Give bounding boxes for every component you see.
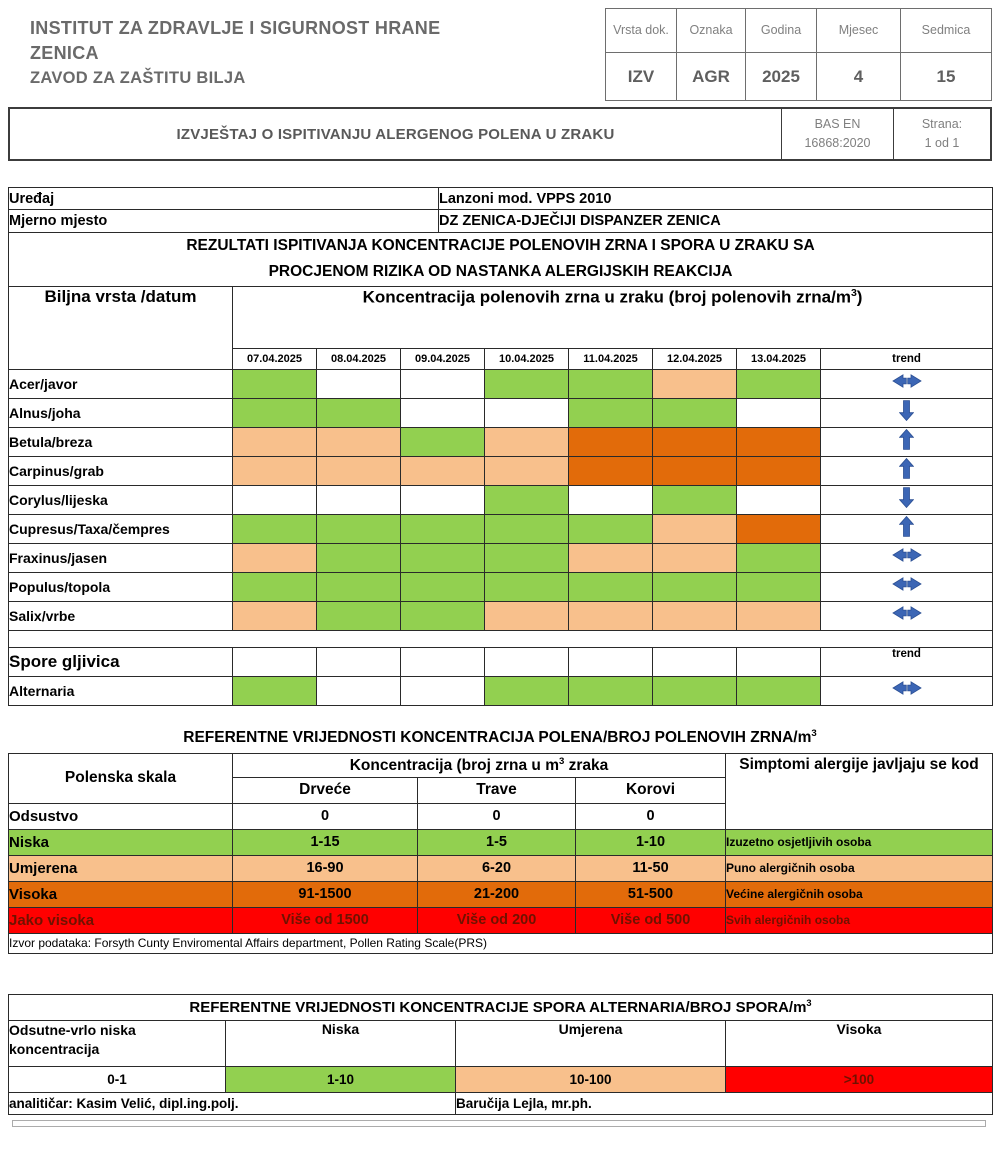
concentration-cell [233, 601, 317, 630]
date-header: 09.04.2025 [401, 348, 485, 369]
concentration-cell [737, 514, 821, 543]
rp-range-value: Više od 200 [418, 907, 576, 933]
pollen-row [9, 369, 993, 398]
concentration-cell [485, 456, 569, 485]
concentration-cell [653, 427, 737, 456]
concentration-cell [569, 369, 653, 398]
spore-trend-header: trend [821, 647, 993, 676]
rp-range-value: 1-15 [233, 829, 418, 855]
doc-code-table [605, 8, 992, 101]
sp-header-umjerena: Umjerena [456, 1020, 726, 1066]
spore-section-label: Spore gljivica [9, 647, 233, 676]
concentration-cell [569, 514, 653, 543]
concentration-cell [233, 676, 317, 705]
concentration-cell [653, 514, 737, 543]
top-header [8, 8, 992, 101]
concentration-cell [401, 485, 485, 514]
concentration-cell [569, 427, 653, 456]
rp-range-value: Više od 500 [576, 907, 726, 933]
species-label: Cupresus/Taxa/čempres [9, 514, 233, 543]
rp-range-value: 1-10 [576, 829, 726, 855]
rp-symptom: Puno alergičnih osoba [726, 855, 993, 881]
species-label: Alternaria [9, 676, 233, 705]
concentration-cell [485, 485, 569, 514]
sp-header-row [9, 1020, 993, 1066]
page-number-cell [893, 109, 990, 159]
rp-scale-label: Visoka [9, 881, 233, 907]
doc-col-mjesec: Mjesec [817, 9, 901, 53]
concentration-cell [233, 398, 317, 427]
doc-val-oznaka: AGR [677, 53, 746, 101]
rp-scale-label: Niska [9, 829, 233, 855]
device-info-table [8, 187, 993, 232]
analyst-right: Baručija Lejla, mr.ph. [456, 1092, 993, 1114]
rp-source: Izvor podataka: Forsyth Cunty Enviromental Affairs department, Pollen Rating Scale(PRS) [9, 933, 993, 953]
concentration-cell [317, 456, 401, 485]
concentration-cell [233, 514, 317, 543]
concentration-cell [485, 543, 569, 572]
concentration-cell [401, 601, 485, 630]
pollen-row [9, 601, 993, 630]
results-header-row [9, 286, 993, 348]
sp-range-value: 1-10 [226, 1066, 456, 1092]
rp-range-value: 6-20 [418, 855, 576, 881]
date-header: 10.04.2025 [485, 348, 569, 369]
concentration-cell [653, 543, 737, 572]
species-label: Corylus/lijeska [9, 485, 233, 514]
concentration-cell [233, 485, 317, 514]
rp-range-value: 0 [418, 803, 576, 829]
date-header: 12.04.2025 [653, 348, 737, 369]
rp-range-value: 1-5 [418, 829, 576, 855]
rp-scale-label: Odsustvo [9, 803, 233, 829]
species-label: Salix/vrbe [9, 601, 233, 630]
concentration-cell [317, 398, 401, 427]
doc-col-oznaka: Oznaka [677, 9, 746, 53]
results-title-row [9, 232, 993, 286]
rp-header-row1 [9, 753, 993, 777]
concentration-cell [401, 427, 485, 456]
trend-both-icon [821, 543, 993, 572]
concentration-cell [317, 369, 401, 398]
pollen-row [9, 543, 993, 572]
species-label: Carpinus/grab [9, 456, 233, 485]
species-label: Betula/breza [9, 427, 233, 456]
rp-scale-row [9, 829, 993, 855]
concentration-cell [569, 398, 653, 427]
date-header: 13.04.2025 [737, 348, 821, 369]
concentration-cell [317, 514, 401, 543]
bottom-strip [12, 1120, 986, 1127]
sp-header-absent: Odsutne-vrlo niska koncentracija [9, 1020, 226, 1066]
rp-range-value: Više od 1500 [233, 907, 418, 933]
rp-range-value: 11-50 [576, 855, 726, 881]
concentration-cell [737, 676, 821, 705]
org-name-line2: ZENICA [30, 43, 99, 64]
concentration-cell [737, 427, 821, 456]
date-header: 11.04.2025 [569, 348, 653, 369]
concentration-cell [653, 456, 737, 485]
concentration-cell [737, 456, 821, 485]
sp-title-row [9, 994, 993, 1020]
concentration-cell [401, 514, 485, 543]
rp-scale-row [9, 855, 993, 881]
pollen-row [9, 456, 993, 485]
concentration-cell [401, 676, 485, 705]
reference-pollen-table [8, 753, 993, 954]
concentration-cell [485, 369, 569, 398]
site-value: DZ ZENICA-DJEČIJI DISPANZER ZENICA [439, 210, 993, 232]
report-title-bar [8, 107, 992, 161]
concentration-cell [569, 601, 653, 630]
sp-header-niska: Niska [226, 1020, 456, 1066]
device-label: Uređaj [9, 188, 439, 210]
rp-range-value: 0 [233, 803, 418, 829]
page-value: 1 od 1 [924, 136, 960, 150]
rp-symptom: Svih alergičnih osoba [726, 907, 993, 933]
org-name-line1: INSTITUT ZA ZDRAVLJE I SIGURNOST HRANE [30, 18, 441, 38]
concentration-cell [653, 572, 737, 601]
sp-title: REFERENTNE VRIJEDNOSTI KONCENTRACIJE SPORA ALTERNARIA/BROJ SPORA/$m^3$ [9, 994, 993, 1020]
concentration-cell [317, 543, 401, 572]
concentration-cell [569, 572, 653, 601]
concentration-cell [653, 601, 737, 630]
concentration-cell [485, 514, 569, 543]
date-header: 08.04.2025 [317, 348, 401, 369]
sp-header-visoka: Visoka [726, 1020, 993, 1066]
concentration-cell [653, 485, 737, 514]
org-department: ZAVOD ZA ZAŠTITU BILJA [30, 69, 246, 88]
pollen-row [9, 485, 993, 514]
rp-scale-header: Polenska skala [9, 753, 233, 803]
concentration-cell [233, 427, 317, 456]
rp-range-value: 16-90 [233, 855, 418, 881]
rp-subheader-drvece: Drveće [233, 777, 418, 803]
trend-down-icon [821, 485, 993, 514]
trend-column-header: trend [821, 348, 993, 369]
doc-col-vrsta: Vrsta dok. [606, 9, 677, 53]
pollen-row [9, 427, 993, 456]
rp-symptom: Većine alergičnih osoba [726, 881, 993, 907]
species-label: Populus/topola [9, 572, 233, 601]
rp-symptom: Izuzetno osjetljivih osoba [726, 829, 993, 855]
doc-val-godina: 2025 [746, 53, 817, 101]
trend-both-icon [821, 572, 993, 601]
concentration-cell [737, 543, 821, 572]
concentration-cell [233, 369, 317, 398]
pollen-row [9, 398, 993, 427]
sp-range-value: 10-100 [456, 1066, 726, 1092]
doc-col-sedmica: Sedmica [901, 9, 992, 53]
concentration-cell [401, 456, 485, 485]
concentration-cell [401, 398, 485, 427]
doc-val-sedmica: 15 [901, 53, 992, 101]
device-value: Lanzoni mod. VPPS 2010 [439, 188, 993, 210]
concentration-cell [485, 572, 569, 601]
rp-source-row [9, 933, 993, 953]
rp-symptoms-header: Simptomi alergije javljaju se kod [726, 753, 993, 829]
reference-pollen-title: REFERENTNE VRIJEDNOSTI KONCENTRACIJA POLENA/BROJ POLENOVIH ZRNA/$m^3$ [183, 727, 817, 746]
concentration-cell [485, 427, 569, 456]
concentration-cell [737, 601, 821, 630]
concentration-cell [569, 485, 653, 514]
concentration-cell [737, 485, 821, 514]
rp-concentration-header: Koncentracija (broj zrna u $m^3$ zraka [233, 753, 726, 777]
standard-cell [781, 109, 893, 159]
concentration-header: Koncentracija polenovih zrna u zraku (broj polenovih zrna/$m^3$) [233, 286, 993, 348]
rp-scale-label: Umjerena [9, 855, 233, 881]
concentration-cell [485, 676, 569, 705]
concentration-cell [317, 485, 401, 514]
concentration-cell [569, 543, 653, 572]
pollen-results-table [8, 232, 993, 706]
trend-both-icon [821, 601, 993, 630]
report-title: IZVJEŠTAJ O ISPITIVANJU ALERGENOG POLENA U ZRAKU [176, 125, 615, 143]
doc-val-vrsta: IZV [606, 53, 677, 101]
pollen-row [9, 676, 993, 705]
concentration-cell [569, 456, 653, 485]
site-label: Mjerno mjesto [9, 210, 439, 232]
standard-line2: 16868:2020 [804, 136, 871, 150]
concentration-cell [653, 398, 737, 427]
pollen-row [9, 514, 993, 543]
rp-subheader-trave: Trave [418, 777, 576, 803]
spore-section-header-row [9, 647, 993, 676]
concentration-cell [737, 369, 821, 398]
sp-analyst-row [9, 1092, 993, 1114]
sp-range-value: 0-1 [9, 1066, 226, 1092]
rp-range-value: 21-200 [418, 881, 576, 907]
rp-range-value: 0 [576, 803, 726, 829]
rp-scale-row [9, 907, 993, 933]
concentration-cell [737, 572, 821, 601]
analyst-left: analitičar: Kasim Velić, dipl.ing.polj. [9, 1092, 456, 1114]
spacer-row [9, 630, 993, 647]
trend-both-icon [821, 369, 993, 398]
reference-spores-table [8, 994, 993, 1115]
concentration-cell [653, 369, 737, 398]
rp-range-value: 91-1500 [233, 881, 418, 907]
date-header: 07.04.2025 [233, 348, 317, 369]
results-title: REZULTATI ISPITIVANJA KONCENTRACIJE POLENOVIH ZRNA I SPORA U ZRAKU SA PROCJENOM RIZIKA OD NASTANKA ALERGIJSKIH REAKCIJA [9, 232, 993, 286]
rp-subheader-korovi: Korovi [576, 777, 726, 803]
species-label: Fraxinus/jasen [9, 543, 233, 572]
concentration-cell [653, 676, 737, 705]
concentration-cell [401, 543, 485, 572]
concentration-cell [233, 543, 317, 572]
concentration-cell [317, 601, 401, 630]
sp-values-row [9, 1066, 993, 1092]
trend-both-icon [821, 676, 993, 705]
trend-down-icon [821, 398, 993, 427]
concentration-cell [401, 572, 485, 601]
rp-range-value: 51-500 [576, 881, 726, 907]
doc-col-godina: Godina [746, 9, 817, 53]
report-page [8, 0, 992, 1127]
trend-up-icon [821, 427, 993, 456]
concentration-cell [233, 572, 317, 601]
concentration-cell [485, 398, 569, 427]
species-label: Acer/javor [9, 369, 233, 398]
rp-scale-label: Jako visoka [9, 907, 233, 933]
organization-block [8, 8, 440, 88]
concentration-cell [317, 427, 401, 456]
concentration-cell [317, 572, 401, 601]
concentration-cell [233, 456, 317, 485]
concentration-cell [317, 676, 401, 705]
sp-range-value: >100 [726, 1066, 993, 1092]
doc-val-mjesec: 4 [817, 53, 901, 101]
page-label: Strana: [921, 116, 963, 131]
pollen-row [9, 572, 993, 601]
concentration-cell [401, 369, 485, 398]
concentration-cell [485, 601, 569, 630]
species-label: Alnus/joha [9, 398, 233, 427]
concentration-cell [737, 398, 821, 427]
trend-up-icon [821, 514, 993, 543]
standard-line1: BAS EN [814, 116, 861, 131]
trend-up-icon [821, 456, 993, 485]
species-column-header: Biljna vrsta /datum [9, 286, 233, 369]
rp-scale-row [9, 881, 993, 907]
concentration-cell [569, 676, 653, 705]
